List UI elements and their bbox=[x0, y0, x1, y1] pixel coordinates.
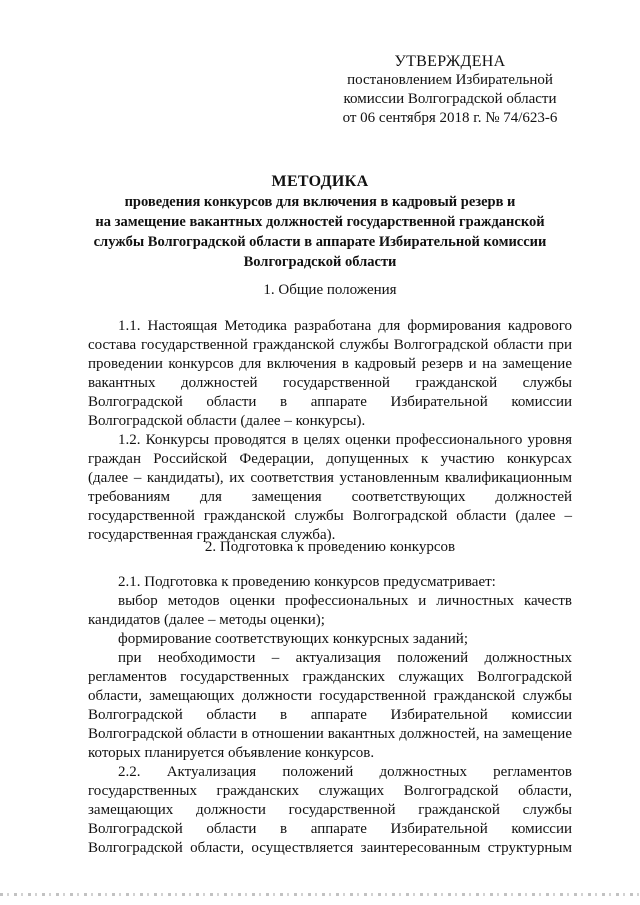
text-line: (далее – кандидаты), их соответствия установленным квалификационным bbox=[88, 470, 572, 486]
text-line: вакантных должностей государственной гражданской службы bbox=[88, 375, 572, 391]
subtitle-line: службы Волгоградской области в аппарате Избирательной комиссии bbox=[93, 234, 547, 250]
text-line: Волгоградской области (далее – конкурсы). bbox=[88, 413, 366, 429]
text-line: государственной гражданской службы Волгоградской области (далее – bbox=[88, 508, 572, 524]
text-line: 1.1. Настоящая Методика разработана для формирования кадрового bbox=[118, 318, 572, 334]
text-line: формирование соответствующих конкурсных заданий; bbox=[118, 631, 469, 647]
text-line: 2.1. Подготовка к проведению конкурсов предусматривает: bbox=[118, 574, 496, 590]
text-line: государственная гражданская служба). bbox=[88, 527, 336, 543]
text-line: Волгоградской области в аппарате Избирательной комиссии bbox=[88, 821, 572, 837]
text-line: государственных гражданских служащих Волгоградской области, bbox=[88, 783, 572, 799]
text-line: состава государственной гражданской службы Волгоградской области при bbox=[88, 337, 572, 353]
text-line: которых планируется объявление конкурсов. bbox=[88, 745, 375, 761]
paragraph-2-1-item bbox=[88, 630, 572, 649]
paragraph-2-2 bbox=[88, 763, 572, 858]
title-main: МЕТОДИКА bbox=[271, 173, 369, 190]
text-line: выбор методов оценки профессиональных и личностных качеств bbox=[118, 593, 572, 609]
text-line: граждан Российской Федерации, допущенных к участию конкурсах bbox=[88, 451, 572, 467]
paragraph-2-1-item bbox=[88, 649, 572, 763]
paragraph-2-1 bbox=[88, 573, 572, 592]
text-line: области, замещающих должности государственной гражданской службы bbox=[88, 688, 572, 704]
text-line: Волгоградской области в аппарате Избирательной комиссии bbox=[88, 707, 572, 723]
text-line: замещающих должности государственной гражданской службы bbox=[88, 802, 572, 818]
title-subtitle bbox=[70, 192, 570, 272]
paragraph-1-1 bbox=[88, 317, 572, 431]
approval-line: комиссии Волгоградской области bbox=[343, 91, 557, 107]
text-line: Волгоградской области в отношении вакантных должностей, на замещение bbox=[88, 726, 572, 742]
text-line: Волгоградской области, осуществляется заинтересованным структурным bbox=[88, 840, 572, 856]
text-line: проведении конкурсов для включения в кадровый резерв и на замещение bbox=[88, 356, 572, 372]
text-line: 1.2. Конкурсы проводятся в целях оценки профессионального уровня bbox=[118, 432, 572, 448]
approval-heading: УТВЕРЖДЕНА bbox=[394, 53, 506, 70]
approval-line: постановлением Избирательной bbox=[347, 72, 553, 88]
scan-artifact-line bbox=[0, 893, 640, 896]
text-line: требованиям для замещения соответствующих должностей bbox=[88, 489, 572, 505]
text-line: Волгоградской области в аппарате Избирательной комиссии bbox=[88, 394, 572, 410]
text-line: при необходимости – актуализация положений должностных bbox=[118, 650, 572, 666]
subtitle-line: на замещение вакантных должностей государственной гражданской bbox=[95, 214, 545, 230]
section-heading: 1. Общие положения bbox=[263, 282, 397, 298]
approval-line: от 06 сентября 2018 г. № 74/623-6 bbox=[342, 110, 558, 126]
document-title bbox=[70, 172, 570, 272]
text-line: 2.2. Актуализация положений должностных регламентов bbox=[118, 764, 572, 780]
subtitle-line: Волгоградской области bbox=[243, 254, 397, 270]
subtitle-line: проведения конкурсов для включения в кадровый резерв и bbox=[124, 194, 516, 210]
text-line: кандидатов (далее – методы оценки); bbox=[88, 612, 325, 628]
paragraph-2-1-item bbox=[88, 592, 572, 630]
paragraph-1-2 bbox=[88, 431, 572, 545]
text-line: регламентов государственных гражданских служащих Волгоградской bbox=[88, 669, 572, 685]
section-heading: 2. Подготовка к проведению конкурсов bbox=[204, 539, 456, 555]
approval-stamp bbox=[330, 52, 570, 128]
